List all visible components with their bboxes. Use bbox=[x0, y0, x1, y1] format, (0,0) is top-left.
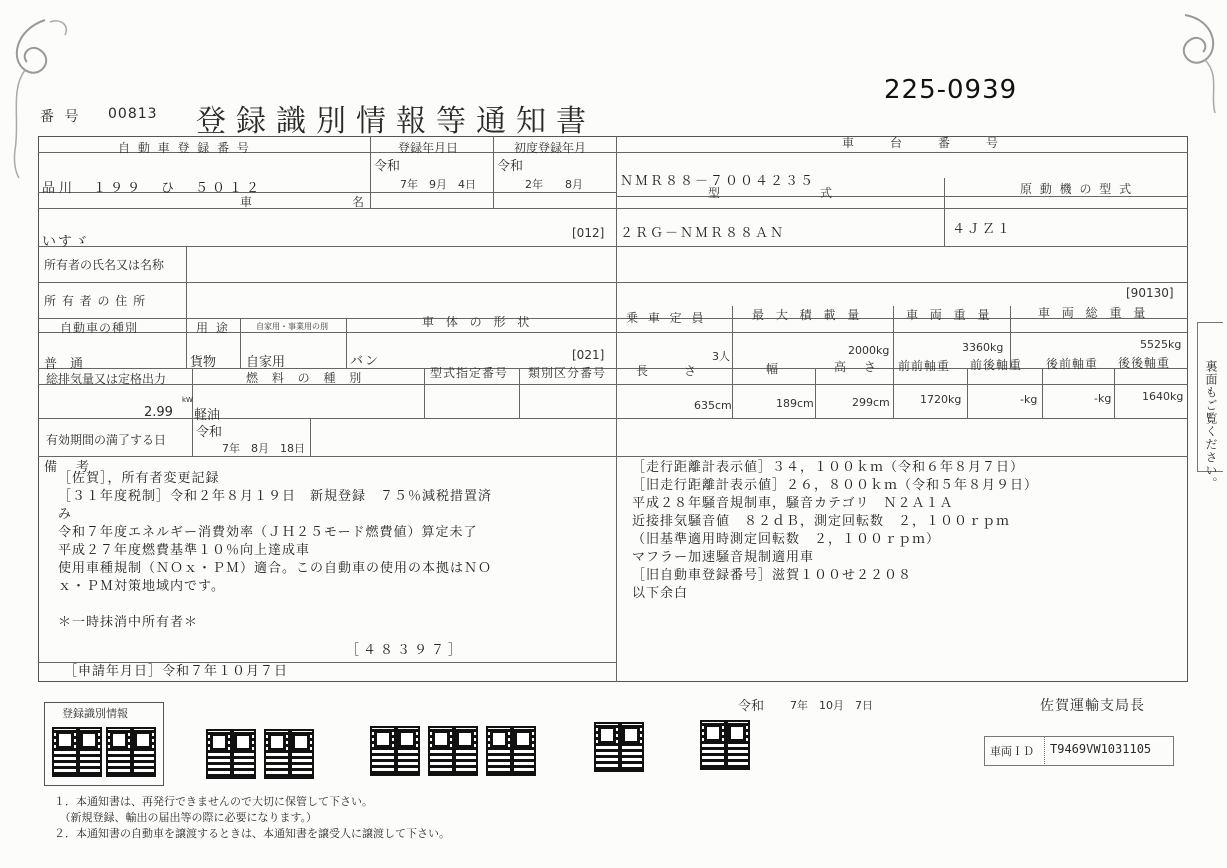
notice-notes bbox=[54, 794, 450, 842]
remarks-left-line: 令和７年度エネルギー消費効率（ＪＨ２５モード燃費値）算定未了 bbox=[58, 525, 478, 540]
body-shape: バン bbox=[350, 354, 381, 369]
remarks-left-line: ［佐賀］，所有者変更記録 bbox=[58, 471, 220, 486]
reg-date: 7年 9月 4日 bbox=[400, 178, 476, 191]
owner-address-code: [90130] bbox=[1126, 286, 1174, 300]
notice-line: １．本通知書は、再発行できませんので大切に保管して下さい。 bbox=[54, 795, 373, 808]
first-reg-era: 令和 bbox=[497, 159, 524, 174]
first-reg-label: 初度登録年月 bbox=[514, 141, 587, 155]
displacement-unit: kW bbox=[182, 396, 193, 404]
qr-code bbox=[370, 726, 420, 776]
vehicle-id-label: 車両ＩＤ bbox=[990, 745, 1034, 758]
remarks-right-line: 以下余白 bbox=[632, 586, 689, 601]
rf-axle: -kg bbox=[1094, 392, 1112, 405]
remarks-left bbox=[58, 470, 492, 632]
issue-date: 7年 10月 7日 bbox=[790, 699, 873, 712]
displacement-label: 総排気量又は定格出力 bbox=[46, 372, 167, 386]
height: 299cm bbox=[852, 396, 890, 409]
displacement: 2.99 bbox=[144, 405, 173, 420]
fr-axle-label: 前後軸重 bbox=[970, 358, 1023, 372]
qr-code bbox=[594, 722, 644, 772]
qr-code bbox=[206, 729, 256, 779]
car-name-label: 車 名 bbox=[240, 195, 369, 209]
use-label: 用 途 bbox=[196, 321, 230, 335]
first-reg-date: 2年 8月 bbox=[525, 178, 583, 191]
ff-axle-label: 前前軸重 bbox=[898, 359, 951, 373]
vehicle-weight-label: 車 両 重 量 bbox=[906, 308, 994, 322]
remarks-right-line: マフラー加速騒音規制適用車 bbox=[632, 550, 815, 565]
remarks-right-line: （旧基準適用時測定回転数 ２，１００ｒｐｍ） bbox=[632, 532, 941, 547]
width: 189cm bbox=[776, 397, 814, 410]
reg-date-label: 登録年月日 bbox=[398, 141, 459, 155]
remarks-left-line: ｘ・ＰＭ対策地域内です。 bbox=[58, 579, 225, 594]
remarks-right-line: ［走行距離計表示値］３４，１００ｋｍ（令和６年８月７日） bbox=[632, 460, 1025, 475]
expiry-label: 有効期間の満了する日 bbox=[46, 433, 167, 447]
rr-axle-label: 後後軸重 bbox=[1118, 356, 1171, 370]
vehicle-type: 普 通 bbox=[44, 357, 84, 372]
reference-number: 225-0939 bbox=[884, 75, 1018, 105]
chassis-label: 車 台 番 号 bbox=[842, 136, 1003, 150]
length-label: 長 さ bbox=[636, 364, 701, 378]
ff-axle: 1720kg bbox=[920, 393, 962, 406]
qr-code bbox=[428, 726, 478, 776]
vehicle-weight: 3360kg bbox=[962, 341, 1004, 354]
remarks-left-line: み bbox=[58, 507, 73, 522]
max-load: 2000kg bbox=[848, 344, 890, 357]
class-number-label: 類別区分番号 bbox=[528, 366, 607, 380]
body-shape-code: [021] bbox=[572, 348, 605, 362]
car-name: いすゞ bbox=[42, 234, 90, 250]
qr-code bbox=[486, 726, 536, 776]
remarks-right bbox=[632, 459, 1038, 603]
remarks-left-line: 平成２７年度燃費基準１０％向上達成車 bbox=[58, 543, 311, 558]
gross-weight-label: 車 両 総 重 量 bbox=[1038, 306, 1150, 320]
capacity: 3人 bbox=[712, 350, 730, 363]
remarks-left-line: 使用車種規制（ＮＯｘ・ＰＭ）適合。この自動車の使用の本拠はＮＯ bbox=[58, 561, 493, 576]
private-business: 自家用 bbox=[246, 355, 286, 370]
remarks-left-code: ［４８３９７］ bbox=[346, 643, 466, 658]
engine-label: 原 動 機 の 型 式 bbox=[1020, 182, 1134, 196]
type-spec-number-label: 型式指定番号 bbox=[430, 366, 509, 380]
application-date: ［申請年月日］令和７年１０月７日 bbox=[64, 664, 289, 679]
doc-number-label: 番 号 bbox=[40, 109, 82, 125]
qr-code bbox=[106, 727, 156, 777]
owner-name-label: 所有者の氏名又は名称 bbox=[44, 258, 165, 272]
rr-axle: 1640kg bbox=[1142, 390, 1184, 403]
car-name-code: [012] bbox=[572, 226, 605, 240]
remarks-label: 備 考 bbox=[44, 460, 93, 475]
remarks-left-line bbox=[58, 596, 492, 614]
remarks-right-line: ［旧自動車登録番号］滋賀１００せ２２０８ bbox=[632, 568, 913, 583]
issue-era: 令和 bbox=[738, 699, 765, 714]
max-load-label: 最 大 積 載 量 bbox=[752, 308, 864, 322]
remarks-right-line: 近接排気騒音値 ８２ｄＢ，測定回転数 ２，１００ｒｐｍ bbox=[632, 514, 1011, 529]
reg-number-label: 自 動 車 登 録 番 号 bbox=[118, 141, 251, 155]
corner-ornament-right bbox=[1160, 5, 1225, 115]
qr-code bbox=[52, 727, 102, 777]
doc-number: 00813 bbox=[108, 106, 158, 122]
body-shape-label: 車 体 の 形 状 bbox=[422, 315, 534, 329]
fr-axle: -kg bbox=[1020, 393, 1038, 406]
use: 貨物 bbox=[190, 355, 217, 370]
side-note: 裏面もご覧ください。 bbox=[1204, 360, 1218, 490]
reg-number: 品川 １９９ ひ ５０１２ bbox=[42, 181, 264, 196]
model: ２ＲＧ－ＮＭＲ８８ＡＮ bbox=[620, 226, 786, 241]
height-label: 高 さ bbox=[834, 360, 880, 374]
gross-weight: 5525kg bbox=[1140, 338, 1182, 351]
owner-address-label: 所 有 者 の 住 所 bbox=[44, 294, 147, 308]
reg-date-era: 令和 bbox=[374, 159, 401, 174]
issuer: 佐賀運輸支局長 bbox=[1040, 698, 1145, 714]
qr-code bbox=[264, 729, 314, 779]
remarks-left-line: ＊一時抹消中所有者＊ bbox=[58, 615, 199, 630]
registration-id-label: 登録識別情報 bbox=[62, 707, 128, 720]
remarks-right-line: 平成２８年騒音規制車，騒音カテゴリ Ｎ２Ａ１Ａ bbox=[632, 496, 954, 511]
notice-line: （新規登録、輸出の届出等の際に必要になります。） bbox=[54, 811, 318, 824]
fuel-type: 軽油 bbox=[194, 408, 221, 423]
width-label: 幅 bbox=[766, 362, 781, 376]
vehicle-id: T9469VW1031105 bbox=[1050, 742, 1152, 756]
remarks-left-line: ［３１年度税制］令和２年８月１９日 新規登録 ７５％減税措置済 bbox=[58, 489, 493, 504]
document-title: 登録識別情報等通知書 bbox=[196, 104, 596, 139]
private-business-label: 自家用・事業用の別 bbox=[256, 322, 328, 331]
qr-code bbox=[700, 720, 750, 770]
engine-model: ４ＪＺ１ bbox=[952, 222, 1013, 237]
expiry-date: 7年 8月 18日 bbox=[222, 442, 305, 455]
rf-axle-label: 後前軸重 bbox=[1046, 357, 1099, 371]
remarks-right-line: ［旧走行距離計表示値］２６，８００ｋｍ（令和５年８月９日） bbox=[632, 478, 1039, 493]
chassis-number: ＮＭＲ８８－７００４２３５ bbox=[620, 174, 816, 189]
capacity-label: 乗 車 定 員 bbox=[626, 311, 707, 325]
model-label: 型 式 bbox=[708, 186, 837, 200]
expiry-era: 令和 bbox=[196, 425, 223, 440]
fuel-label: 燃 料 の 種 別 bbox=[246, 371, 367, 385]
notice-line: ２．本通知書の自動車を譲渡するときは、本通知書を譲受人に譲渡して下さい。 bbox=[54, 827, 450, 840]
length: 635cm bbox=[694, 399, 732, 412]
vehicle-type-label: 自動車の種別 bbox=[60, 321, 139, 335]
